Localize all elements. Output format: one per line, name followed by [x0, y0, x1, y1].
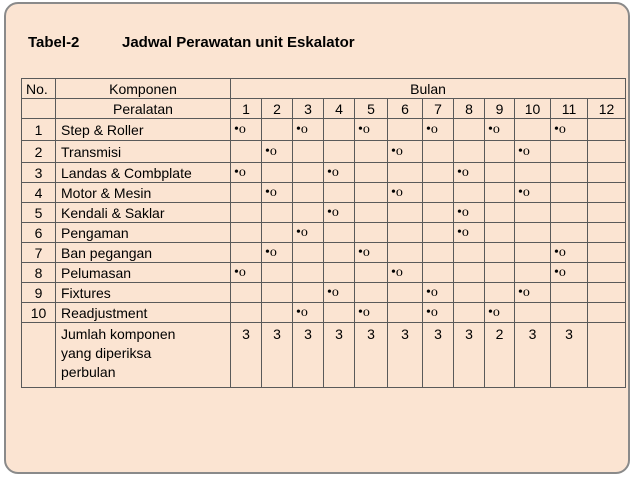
schedule-mark: •o [262, 183, 293, 203]
schedule-mark: •o [515, 283, 551, 303]
schedule-mark: •o [324, 163, 355, 183]
table-caption [28, 34, 355, 51]
schedule-empty-cell [515, 119, 551, 141]
total-count: 3 [293, 323, 324, 388]
schedule-empty-cell [588, 183, 626, 203]
schedule-empty-cell [454, 243, 485, 263]
schedule-mark: •o [324, 203, 355, 223]
schedule-empty-cell [588, 203, 626, 223]
schedule-empty-cell [515, 223, 551, 243]
header-no: No. [22, 79, 56, 99]
schedule-mark: •o [454, 223, 485, 243]
schedule-empty-cell [551, 223, 588, 243]
header-month: Bulan [231, 79, 626, 99]
schedule-empty-cell [262, 163, 293, 183]
table-row [22, 283, 626, 303]
schedule-mark: •o [388, 183, 423, 203]
schedule-empty-cell [388, 283, 423, 303]
schedule-empty-cell [485, 263, 515, 283]
schedule-empty-cell [515, 243, 551, 263]
schedule-mark: •o [293, 223, 324, 243]
schedule-mark: •o [293, 303, 324, 323]
component-name: Pelumasan [56, 263, 231, 283]
component-name: Readjustment [56, 303, 231, 323]
schedule-empty-cell [588, 283, 626, 303]
schedule-empty-cell [588, 163, 626, 183]
row-number: 4 [22, 183, 56, 203]
schedule-mark: •o [454, 203, 485, 223]
total-count: 3 [262, 323, 293, 388]
schedule-empty-cell [588, 243, 626, 263]
total-count: 3 [515, 323, 551, 388]
month-header-cell: 11 [551, 99, 588, 119]
row-number: 9 [22, 283, 56, 303]
schedule-mark: •o [388, 141, 423, 163]
month-header-cell: 2 [262, 99, 293, 119]
schedule-empty-cell [454, 303, 485, 323]
month-header-cell: 7 [423, 99, 454, 119]
schedule-mark: •o [423, 283, 454, 303]
schedule-empty-cell [388, 303, 423, 323]
schedule-empty-cell [355, 141, 388, 163]
row-number: 8 [22, 263, 56, 283]
schedule-empty-cell [293, 141, 324, 163]
schedule-mark: •o [551, 243, 588, 263]
schedule-empty-cell [485, 163, 515, 183]
schedule-empty-cell [324, 263, 355, 283]
schedule-mark: •o [515, 141, 551, 163]
header-row-2 [22, 99, 626, 119]
schedule-empty-cell [423, 163, 454, 183]
schedule-empty-cell [423, 203, 454, 223]
schedule-mark: •o [262, 141, 293, 163]
schedule-empty-cell [485, 141, 515, 163]
month-header-cell: 9 [485, 99, 515, 119]
total-blank [22, 323, 56, 388]
total-count: 3 [355, 323, 388, 388]
schedule-mark: •o [231, 119, 262, 141]
row-number: 2 [22, 141, 56, 163]
schedule-empty-cell [588, 263, 626, 283]
total-count: 3 [551, 323, 588, 388]
schedule-empty-cell [324, 303, 355, 323]
schedule-empty-cell [454, 119, 485, 141]
table-row [22, 119, 626, 141]
total-count: 3 [454, 323, 485, 388]
schedule-empty-cell [388, 223, 423, 243]
schedule-empty-cell [485, 203, 515, 223]
month-header-cell: 3 [293, 99, 324, 119]
schedule-empty-cell [324, 119, 355, 141]
schedule-empty-cell [423, 243, 454, 263]
schedule-empty-cell [355, 283, 388, 303]
schedule-mark: •o [423, 303, 454, 323]
total-count [588, 323, 626, 388]
schedule-mark: •o [231, 263, 262, 283]
total-row [22, 323, 626, 388]
header-row-1 [22, 79, 626, 99]
month-header-cell: 10 [515, 99, 551, 119]
row-number: 7 [22, 243, 56, 263]
schedule-empty-cell [515, 303, 551, 323]
schedule-mark: •o [388, 263, 423, 283]
schedule-empty-cell [454, 283, 485, 303]
component-name: Transmisi [56, 141, 231, 163]
table-row [22, 203, 626, 223]
schedule-empty-cell [293, 283, 324, 303]
month-header-cell: 12 [588, 99, 626, 119]
schedule-empty-cell [262, 223, 293, 243]
component-name: Pengaman [56, 223, 231, 243]
component-name: Step & Roller [56, 119, 231, 141]
schedule-empty-cell [515, 203, 551, 223]
total-label-line1: Jumlah komponen [61, 326, 176, 342]
total-count: 3 [231, 323, 262, 388]
row-number: 6 [22, 223, 56, 243]
schedule-empty-cell [293, 203, 324, 223]
schedule-empty-cell [231, 183, 262, 203]
schedule-empty-cell [231, 203, 262, 223]
table-row [22, 243, 626, 263]
component-name: Ban pegangan [56, 243, 231, 263]
schedule-mark: •o [293, 119, 324, 141]
table-row [22, 263, 626, 283]
schedule-empty-cell [231, 243, 262, 263]
table-title: Jadwal Perawatan unit Eskalator [122, 34, 355, 51]
schedule-empty-cell [454, 183, 485, 203]
schedule-empty-cell [515, 263, 551, 283]
row-number: 3 [22, 163, 56, 183]
schedule-empty-cell [262, 303, 293, 323]
header-blank [22, 99, 56, 119]
row-number: 10 [22, 303, 56, 323]
month-header-cell: 8 [454, 99, 485, 119]
schedule-empty-cell [324, 243, 355, 263]
schedule-empty-cell [262, 203, 293, 223]
schedule-mark: •o [355, 303, 388, 323]
total-count: 3 [423, 323, 454, 388]
table-row [22, 223, 626, 243]
schedule-empty-cell [355, 223, 388, 243]
schedule-empty-cell [551, 303, 588, 323]
schedule-empty-cell [454, 141, 485, 163]
schedule-empty-cell [355, 183, 388, 203]
schedule-empty-cell [423, 183, 454, 203]
schedule-empty-cell [551, 283, 588, 303]
schedule-empty-cell [485, 183, 515, 203]
schedule-empty-cell [293, 163, 324, 183]
schedule-empty-cell [355, 163, 388, 183]
schedule-empty-cell [588, 141, 626, 163]
schedule-mark: •o [355, 119, 388, 141]
schedule-mark: •o [515, 183, 551, 203]
schedule-mark: •o [485, 303, 515, 323]
schedule-empty-cell [293, 243, 324, 263]
component-name: Kendali & Saklar [56, 203, 231, 223]
schedule-mark: •o [355, 243, 388, 263]
schedule-empty-cell [388, 119, 423, 141]
schedule-empty-cell [388, 163, 423, 183]
row-number: 1 [22, 119, 56, 141]
schedule-empty-cell [454, 263, 485, 283]
schedule-empty-cell [423, 141, 454, 163]
schedule-mark: •o [231, 163, 262, 183]
schedule-empty-cell [588, 119, 626, 141]
table-label: Tabel-2 [28, 34, 80, 51]
table-row [22, 183, 626, 203]
total-count: 2 [485, 323, 515, 388]
schedule-empty-cell [262, 263, 293, 283]
schedule-empty-cell [293, 183, 324, 203]
maintenance-table [21, 78, 626, 388]
schedule-mark: •o [262, 243, 293, 263]
table-row [22, 141, 626, 163]
total-count: 3 [388, 323, 423, 388]
schedule-empty-cell [485, 223, 515, 243]
schedule-empty-cell [262, 283, 293, 303]
schedule-empty-cell [551, 203, 588, 223]
total-label-line2: yang diperiksa [61, 345, 152, 361]
schedule-empty-cell [324, 141, 355, 163]
schedule-empty-cell [388, 243, 423, 263]
schedule-empty-cell [293, 263, 324, 283]
schedule-mark: •o [551, 263, 588, 283]
schedule-empty-cell [423, 263, 454, 283]
schedule-mark: •o [485, 119, 515, 141]
schedule-empty-cell [588, 303, 626, 323]
schedule-empty-cell [551, 141, 588, 163]
schedule-empty-cell [231, 141, 262, 163]
total-label-line3: perbulan [61, 364, 116, 380]
table-row [22, 163, 626, 183]
schedule-mark: •o [324, 283, 355, 303]
component-name: Motor & Mesin [56, 183, 231, 203]
month-header-cell: 6 [388, 99, 423, 119]
schedule-empty-cell [324, 183, 355, 203]
component-name: Fixtures [56, 283, 231, 303]
schedule-empty-cell [588, 223, 626, 243]
schedule-empty-cell [551, 183, 588, 203]
component-name: Landas & Combplate [56, 163, 231, 183]
schedule-empty-cell [324, 223, 355, 243]
schedule-empty-cell [231, 223, 262, 243]
schedule-empty-cell [423, 223, 454, 243]
schedule-empty-cell [355, 203, 388, 223]
schedule-empty-cell [515, 163, 551, 183]
schedule-empty-cell [355, 263, 388, 283]
month-header-cell: 5 [355, 99, 388, 119]
row-number: 5 [22, 203, 56, 223]
header-component-line2: Peralatan [56, 99, 231, 119]
schedule-empty-cell [231, 283, 262, 303]
month-header-cell: 1 [231, 99, 262, 119]
schedule-empty-cell [485, 243, 515, 263]
schedule-empty-cell [388, 203, 423, 223]
schedule-mark: •o [454, 163, 485, 183]
schedule-empty-cell [262, 119, 293, 141]
total-count: 3 [324, 323, 355, 388]
schedule-mark: •o [551, 119, 588, 141]
schedule-empty-cell [551, 163, 588, 183]
header-component-line1: Komponen [56, 79, 231, 99]
schedule-empty-cell [231, 303, 262, 323]
schedule-empty-cell [485, 283, 515, 303]
total-label [56, 323, 231, 388]
schedule-mark: •o [423, 119, 454, 141]
table-row [22, 303, 626, 323]
month-header-cell: 4 [324, 99, 355, 119]
